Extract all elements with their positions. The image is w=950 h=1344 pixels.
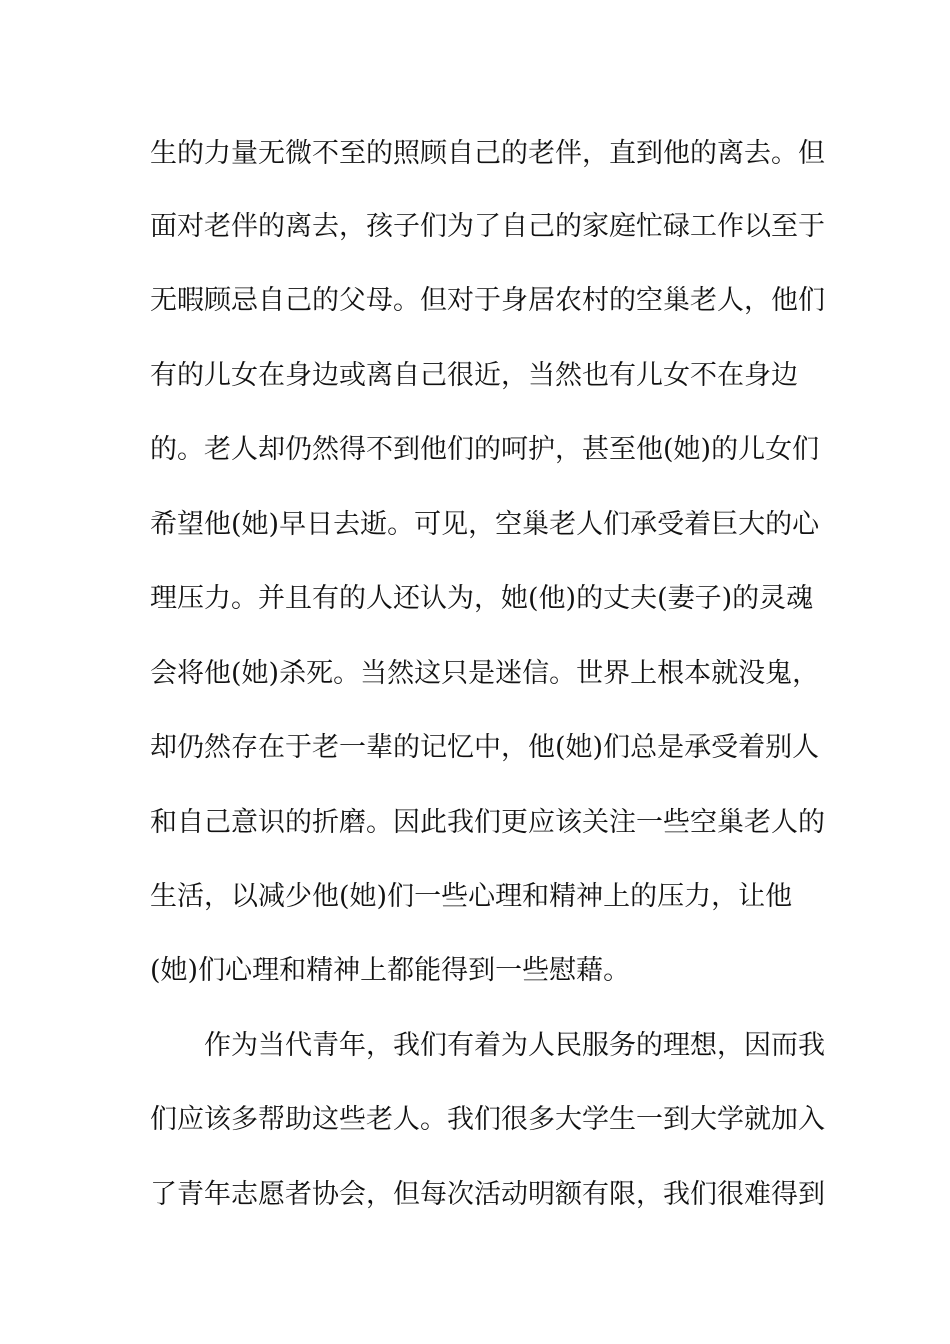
text-line: 生的力量无微不至的照顾自己的老伴，直到他的离去。但	[150, 138, 825, 169]
text-line: 和自己意识的折磨。因此我们更应该关注一些空巢老人的	[150, 807, 825, 838]
text-line: 希望他(她)早日去逝。可见，空巢老人们承受着巨大的心	[150, 509, 820, 540]
text-line: 们应该多帮助这些老人。我们很多大学生一到大学就加入	[150, 1104, 825, 1135]
text-line: 了青年志愿者协会，但每次活动明额有限，我们很难得到	[150, 1179, 825, 1210]
text-line: 生活，以减少他(她)们一些心理和精神上的压力，让他	[150, 881, 793, 912]
text-line: 面对老伴的离去，孩子们为了自己的家庭忙碌工作以至于	[150, 211, 825, 242]
text-line: 会将他(她)杀死。当然这只是迷信。世界上根本就没鬼，	[150, 658, 820, 689]
text-line: (她)们心理和精神上都能得到一些慰藉。	[150, 955, 631, 986]
text-line: 无暇顾忌自己的父母。但对于身居农村的空巢老人，他们	[150, 285, 825, 316]
text-line: 理压力。并且有的人还认为，她(他)的丈夫(妻子)的灵魂	[150, 583, 814, 614]
text-line: 有的儿女在身边或离自己很近，当然也有儿女不在身边	[150, 360, 798, 391]
text-line: 的。老人却仍然得不到他们的呵护，甚至他(她)的儿女们	[150, 434, 820, 465]
paragraph-first-line: 作为当代青年，我们有着为人民服务的理想，因而我	[204, 1030, 825, 1061]
text-line: 却仍然存在于老一辈的记忆中，他(她)们总是承受着别人	[150, 732, 820, 763]
